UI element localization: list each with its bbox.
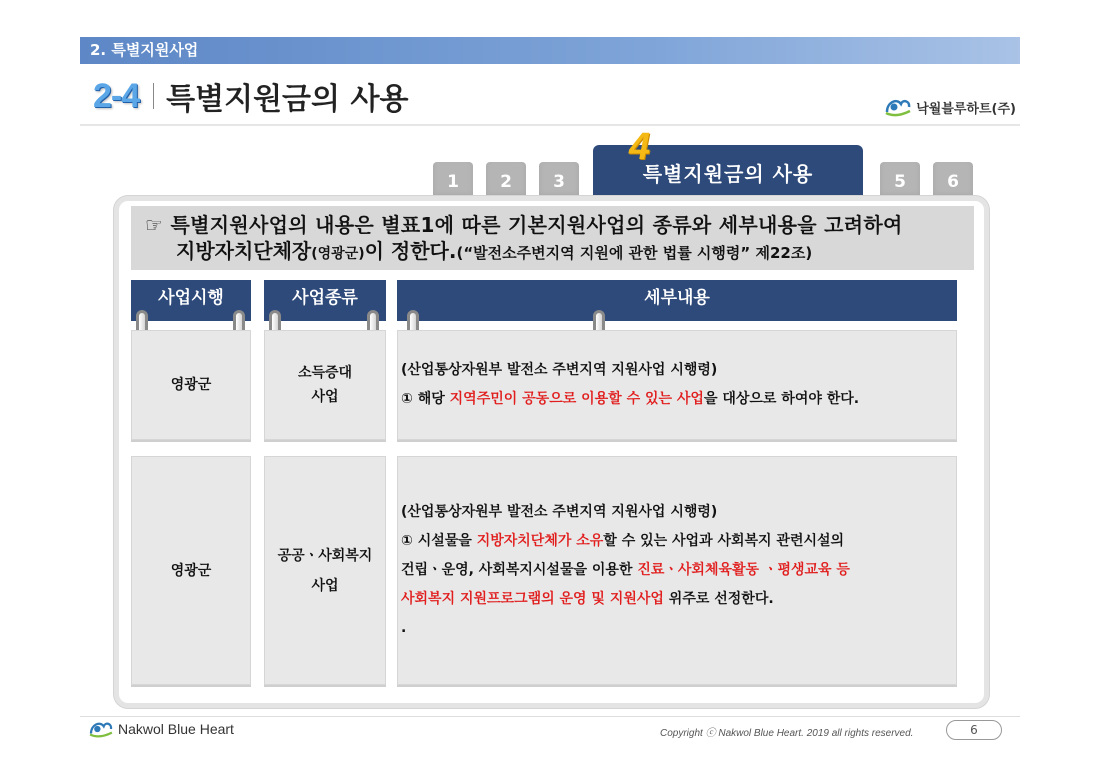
brand-name-en: Nakwol Blue Heart [118, 721, 234, 737]
intro-line2-ref: (“발전소주변지역 지원에 관한 법률 시행령” 제22조) [456, 244, 813, 262]
tab-1[interactable]: 1 [433, 162, 473, 198]
row1-d1-pre: ① 해당 [401, 391, 450, 407]
tab-active-number: 4 [629, 126, 651, 168]
column-header-detail: 세부내용 [397, 280, 957, 321]
row2-type-line2: 사업 [311, 577, 339, 594]
header-rule [80, 124, 1020, 126]
row2-executor: 영광군 [170, 562, 212, 579]
heading-separator [153, 83, 154, 109]
row2-detail-source: (산업통상자원부 발전소 주변지역 지원사업 시행령) [401, 504, 718, 520]
table-cell-detail [397, 330, 957, 440]
table-cell-type [264, 456, 386, 685]
brand-logo-top [884, 96, 1016, 118]
row2-d1-post: 할 수 있는 사업과 사회복지 관련시설의 [603, 533, 845, 549]
intro-line-1: ☞ 특별지원사업의 내용은 별표1에 따른 기본지원사업의 종류와 세부내용을 고려하여 [145, 213, 903, 237]
footer-rule [80, 716, 1020, 717]
row2-d2-highlight: 진료ㆍ사회체육활동 ㆍ평생교육 등 [637, 562, 850, 578]
row1-type-line2: 사업 [311, 389, 339, 405]
row2-d3-post: 위주로 선정한다. [663, 591, 774, 607]
tab-active-label: 특별지원금의 사용 [642, 162, 814, 186]
column-header-executor: 사업시행 [131, 280, 251, 321]
brand-heart-icon [88, 719, 114, 739]
heading-number: 2-4 [93, 76, 140, 115]
tab-6[interactable]: 6 [933, 162, 973, 198]
row1-executor: 영광군 [170, 377, 212, 393]
tab-5[interactable]: 5 [880, 162, 920, 198]
brand-name-ko: 낙월블루하트(주) [916, 101, 1016, 117]
intro-line2-small: (영광군) [311, 246, 365, 262]
copyright-text: Copyright ⓒ Nakwol Blue Heart. 2019 all rights reserved. [660, 728, 914, 739]
row2-detail-line4: . [401, 620, 407, 636]
row2-d1-pre: ① 시설물을 [401, 533, 477, 549]
row1-detail-line1 [401, 385, 859, 414]
row1-detail-source: (산업통상자원부 발전소 주변지역 지원사업 시행령) [401, 362, 718, 378]
row2-d3-highlight: 사회복지 지원프로그램의 운영 및 지원사업 [401, 591, 664, 607]
brand-logo-footer [88, 719, 234, 739]
table-cell-executor [131, 456, 251, 685]
page-number: 6 [946, 720, 1002, 740]
tab-3[interactable]: 3 [539, 162, 579, 198]
tab-2[interactable]: 2 [486, 162, 526, 198]
page-title: 특별지원금의 사용 [166, 82, 409, 117]
row2-d2-pre: 건립ㆍ운영, 사회복지시설물을 이용한 [401, 562, 638, 578]
row2-detail-line3 [401, 585, 850, 614]
intro-line-2 [145, 238, 960, 267]
intro-line2-a: 지방자치단체장 [176, 239, 312, 263]
row2-type-line1: 공공ㆍ사회복지 [277, 547, 373, 564]
row2-detail-line2 [401, 556, 850, 585]
intro-box [131, 206, 974, 270]
brand-heart-icon [884, 96, 912, 118]
column-header-type: 사업종류 [264, 280, 386, 321]
row2-d1-highlight: 지방자치단체가 소유 [476, 533, 604, 549]
table-cell-detail [397, 456, 957, 685]
section-bar [80, 37, 1020, 64]
row2-detail-line1 [401, 527, 850, 556]
page-heading [93, 74, 408, 118]
intro-line2-b: 이 정한다. [364, 239, 457, 263]
table-cell-type [264, 330, 386, 440]
row1-type-line1: 소득증대 [297, 365, 353, 381]
row1-d1-post: 을 대상으로 하여야 한다. [703, 391, 860, 407]
table-cell-executor [131, 330, 251, 440]
row1-d1-highlight: 지역주민이 공동으로 이용할 수 있는 사업 [449, 391, 704, 407]
section-label: 2. 특별지원사업 [90, 41, 199, 59]
